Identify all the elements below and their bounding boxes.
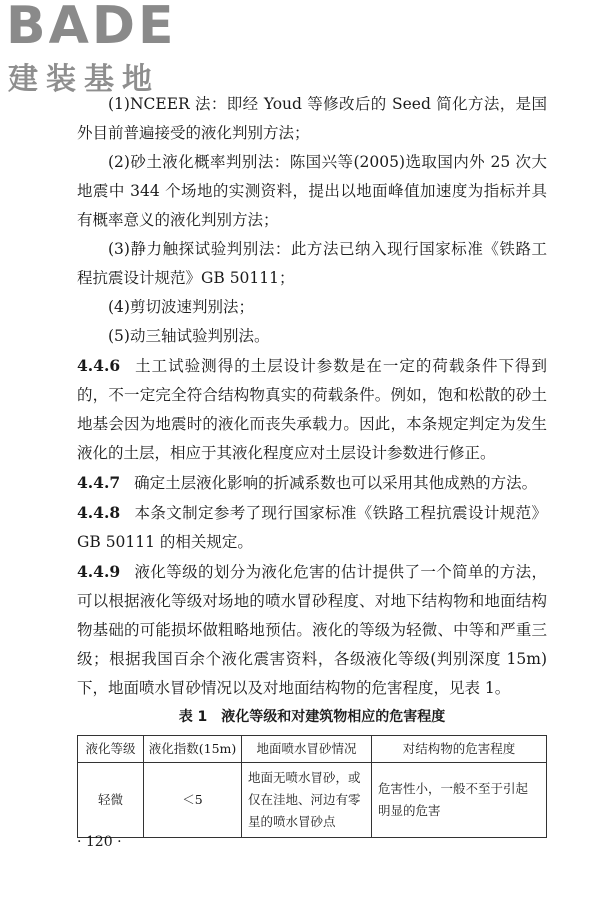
clause-text: 确定土层液化影响的折减系数也可以采用其他成熟的方法。 — [134, 474, 538, 492]
table-header-row — [78, 736, 547, 763]
clause-4-4-8 — [77, 498, 547, 557]
header-sand: 地面喷水冒砂情况 — [242, 736, 372, 763]
list-item-4: (4)剪切波速判别法； — [108, 298, 254, 316]
table-title: 表 1 液化等级和对建筑物相应的危害程度 — [178, 709, 446, 725]
document-body — [77, 90, 547, 838]
list-item-3: (3)静力触探试验判别法：此方法已纳入现行国家标准《铁路工程抗震设计规范》GB 50111； — [77, 240, 547, 287]
header-harm: 对结构物的危害程度 — [372, 736, 547, 763]
clause-text: 本条文制定参考了现行国家标准《铁路工程抗震设计规范》GB 50111 的相关规定。 — [77, 504, 547, 551]
clause-text: 液化等级的划分为液化危害的估计提供了一个简单的方法，可以根据液化等级对场地的喷水冒砂程度、对地下结构物和地面结构物基础的可能损坏做粗略地预估。液化的等级为轻微、中等和严重三级；根据我国百余个液化震害资料，各级液化等级(判别深度 15m)下，地面喷水冒砂情况以及对地面结构物的危害程度，见表 1。 — [77, 563, 547, 697]
publisher-logo — [6, 0, 186, 97]
cell-sand: 地面无喷水冒砂，或仅在洼地、河边有零星的喷水冒砂点 — [242, 763, 372, 838]
clause-4-4-7 — [77, 468, 547, 498]
header-level: 液化等级 — [78, 736, 144, 763]
table-row — [78, 763, 547, 838]
cell-harm: 危害性小，一般不至于引起明显的危害 — [372, 763, 547, 838]
clause-number: 4.4.7 — [77, 473, 121, 492]
clause-4-4-6 — [77, 351, 547, 468]
list-item-2: (2)砂土液化概率判别法：陈国兴等(2005)选取国内外 25 次大地震中 344 个场地的实测资料，提出以地面峰值加速度为指标并具有概率意义的液化判别方法； — [77, 153, 547, 229]
cell-level: 轻微 — [78, 763, 144, 838]
clause-number: 4.4.6 — [77, 356, 121, 375]
page-number: · 120 · — [77, 834, 122, 850]
clause-number: 4.4.9 — [77, 562, 121, 581]
liquefaction-table — [77, 735, 547, 838]
clause-text: 土工试验测得的土层设计参数是在一定的荷载条件下得到的，不一定完全符合结构物真实的荷载条件。例如，饱和松散的砂土地基会因为地震时的液化而丧失承载力。因此，本条规定判定为发生液化的土层，相应于其液化程度应对土层设计参数进行修正。 — [77, 357, 547, 462]
logo-subtitle-text: 建装基地 — [8, 62, 160, 97]
cell-index: ＜5 — [144, 763, 242, 838]
clause-number: 4.4.8 — [77, 503, 121, 522]
list-item-5: (5)动三轴试验判别法。 — [108, 327, 270, 345]
clause-4-4-9 — [77, 557, 547, 703]
list-item-1: (1)NCEER 法：即经 Youd 等修改后的 Seed 简化方法，是国外目前普遍接受的液化判别方法； — [77, 95, 547, 142]
header-index: 液化指数(15m) — [144, 736, 242, 763]
logo-brand-text: BADE — [6, 0, 177, 56]
